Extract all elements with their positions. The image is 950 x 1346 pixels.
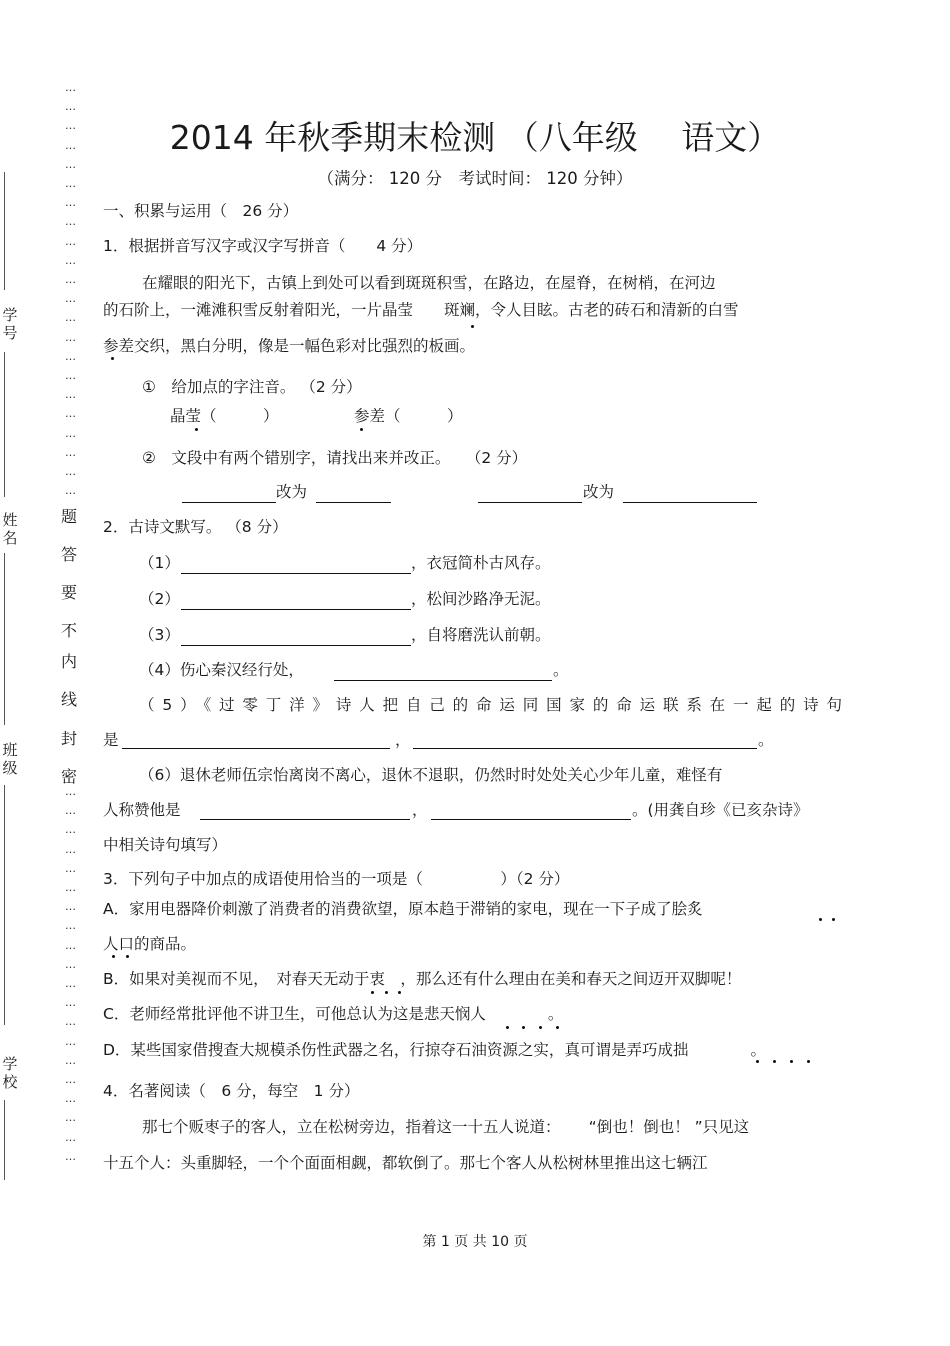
emphasis-dot — [773, 1060, 776, 1063]
class-label: 班级 — [2, 741, 18, 777]
q2-item-label: （1） — [139, 554, 180, 572]
binding-line — [4, 785, 5, 1025]
page-number: 第 1 页 共 10 页 — [422, 1234, 528, 1250]
answer-blank[interactable] — [181, 573, 411, 574]
emphasis-dot — [398, 991, 401, 994]
emphasis-dot — [195, 428, 198, 431]
seal-char: 要 — [60, 583, 77, 602]
q2-item5-comma: ， — [395, 731, 411, 749]
emphasis-dot — [506, 1026, 509, 1029]
emphasis-dot — [556, 1026, 559, 1029]
q2-item-text: ，松间沙路净无泥。 — [411, 590, 551, 608]
q2-item-text: ，自将磨洗认前朝。 — [411, 626, 551, 644]
name-label: 姓名 — [2, 511, 18, 547]
answer-blank[interactable] — [122, 748, 390, 749]
answer-blank[interactable] — [181, 609, 411, 610]
change-to-label: 改为 — [276, 483, 308, 501]
answer-blank[interactable] — [181, 645, 411, 646]
q2-item6-end: 。(用龚自珍《已亥杂诗》 — [632, 801, 809, 819]
emphasis-dot — [539, 1026, 542, 1029]
emphasis-dot — [807, 1060, 810, 1063]
q2-item6-prefix: 人称赞他是 — [103, 801, 181, 819]
page-subtitle: （满分： 120 分 考试时间： 120 分钟） — [317, 169, 633, 188]
section-heading: 一、积累与运用（ 26 分） — [103, 202, 299, 220]
seal-dots-top: … … … … … … … … … … … … … … … … … … … … … … — [65, 81, 75, 498]
binding-line — [4, 1100, 5, 1180]
answer-blank[interactable] — [182, 502, 276, 503]
q2-item6-comma: ， — [412, 801, 428, 819]
answer-blank[interactable] — [334, 680, 552, 681]
q4-passage-line2: 十五个人：头重脚轻，一个个面面相觑，都软倒了。那七个客人从松树林里推出这七辆江 — [103, 1154, 708, 1172]
emphasis-dot — [819, 918, 822, 921]
emphasis-dot — [126, 955, 129, 958]
school-id-label: 学号 — [2, 306, 18, 342]
answer-blank[interactable] — [413, 748, 757, 749]
q2-item-label: （2） — [139, 590, 180, 608]
seal-char: 不 — [60, 621, 77, 640]
binding-line — [4, 352, 5, 497]
q1-sub1-item1: 晶莹（ ） — [170, 407, 279, 425]
q3-option-a-line1: A．家用电器降价刺激了消费者的消费欲望，原本趋于滞销的家电，现在一下子成了脍炙 — [103, 900, 703, 918]
q1-title: 1．根据拼音写汉字或汉字写拼音（ 4 分） — [103, 237, 423, 255]
seal-char: 内 — [60, 652, 77, 671]
q2-item5-prefix: 是 — [103, 731, 119, 749]
q4-passage-line1: 那七个贩枣子的客人，立在松树旁边，指着这一十五人说道： “倒也！倒也！ ”只见这 — [142, 1118, 750, 1136]
school-label: 学校 — [2, 1055, 18, 1091]
emphasis-dot — [756, 1060, 759, 1063]
emphasis-dot — [471, 325, 474, 328]
q3-option-a-line2: 人口的商品。 — [103, 935, 197, 953]
q1-sub2: ② 文段中有两个错别字，请找出来并改正。 （2 分） — [142, 449, 528, 467]
q2-item4-end: 。 — [553, 661, 569, 679]
emphasis-dot — [111, 357, 114, 360]
q2-item-label: （3） — [139, 626, 180, 644]
emphasis-dot — [360, 428, 363, 431]
seal-char: 题 — [60, 507, 77, 526]
seal-char: 答 — [60, 545, 77, 564]
change-to-label: 改为 — [583, 483, 615, 501]
q2-item6-line1: （6）退休老师伍宗怡离岗不离心，退休不退职，仍然时时处处关心少年儿童，难怪有 — [139, 766, 723, 784]
seal-char: 密 — [60, 767, 77, 786]
seal-char: 线 — [60, 690, 77, 709]
q4-title: 4．名著阅读（ 6 分，每空 1 分） — [103, 1082, 360, 1100]
emphasis-dot — [832, 918, 835, 921]
q1-paragraph-line2: 的石阶上，一滩滩积雪反射着阳光，一片晶莹 斑斓，令人目眩。古老的砖石和清新的白雪 — [103, 301, 739, 319]
q2-item5-line1: （5）《过零丁洋》诗人把自己的命运同国家的命运联系在一起的诗句 — [139, 696, 842, 714]
q2-item5-end: 。 — [758, 731, 774, 749]
q2-item6-line3: 中相关诗句填写） — [103, 836, 228, 854]
seal-char: 封 — [60, 729, 77, 748]
q3-option-c: C．老师经常批评他不讲卫生，可他总认为这是悲天悯人 。 — [103, 1005, 564, 1023]
emphasis-dot — [790, 1060, 793, 1063]
emphasis-dot — [522, 1026, 525, 1029]
seal-dots-bottom: … … … … … … … … … … … … … … … … … … … … — [65, 785, 75, 1163]
binding-line — [4, 553, 5, 725]
emphasis-dot — [371, 991, 374, 994]
q3-option-b: B．如果对美视而不见， 对春天无动于衷 ，那么还有什么理由在美和春天之间迈开双脚呢！ — [103, 970, 742, 988]
page-title: 2014 年秋季期末检测 （八年级 语文） — [169, 118, 781, 157]
q1-sub1: ① 给加点的字注音。 （2 分） — [142, 378, 362, 396]
answer-blank[interactable] — [623, 502, 757, 503]
emphasis-dot — [385, 991, 388, 994]
q1-paragraph-line1: 在耀眼的阳光下，古镇上到处可以看到斑斑积雪，在路边，在屋脊，在树梢，在河边 — [142, 274, 716, 292]
answer-blank[interactable] — [431, 819, 631, 820]
q3-title: 3．下列句子中加点的成语使用恰当的一项是（ ）（2 分） — [103, 870, 570, 888]
q1-paragraph-line3: 参差交织，黑白分明，像是一幅色彩对比强烈的板画。 — [103, 337, 476, 355]
q2-title: 2．古诗文默写。 （8 分） — [103, 518, 288, 536]
q2-item4-text: （4）伤心秦汉经行处， — [139, 661, 304, 679]
q2-item-text: ，衣冠简朴古风存。 — [411, 554, 551, 572]
emphasis-dot — [112, 955, 115, 958]
answer-blank[interactable] — [200, 819, 410, 820]
q1-sub1-item2: 参差（ ） — [354, 407, 463, 425]
answer-blank[interactable] — [478, 502, 582, 503]
q3-option-d: D．某些国家借搜查大规模杀伤性武器之名，行掠夺石油资源之实，真可谓是弄巧成拙 。 — [103, 1041, 766, 1059]
answer-blank[interactable] — [316, 502, 391, 503]
